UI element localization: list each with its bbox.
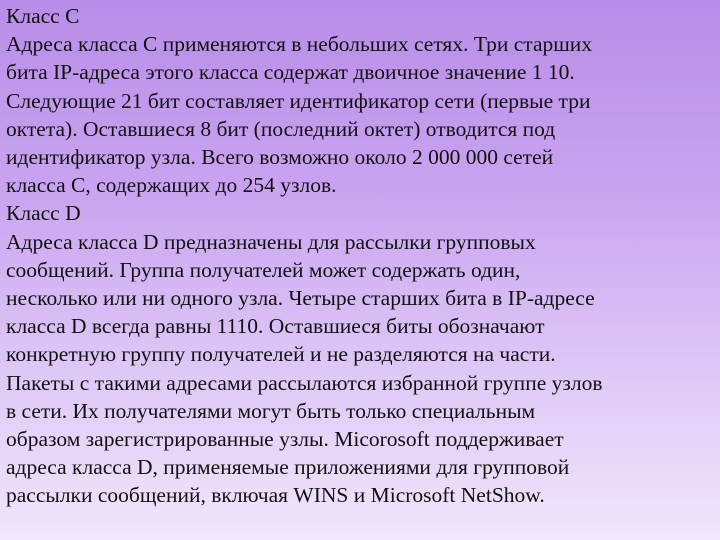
text-line: Адреса класса С применяются в небольших сетях. Три старших xyxy=(6,32,593,57)
text-line: Адреса класса D предназначены для рассылки групповых xyxy=(6,229,536,254)
heading-class-d: Класс D xyxy=(6,201,81,226)
text-line: класса D всегда равны 1110. Оставшиеся биты обозначают xyxy=(6,314,545,339)
text-line: класса С, содержащих до 254 узлов. xyxy=(6,173,337,198)
text-line: конкретную группу получателей и не разделяются на части. xyxy=(6,342,556,367)
text-line: сообщений. Группа получателей может содержать один, xyxy=(6,257,521,282)
text-line: несколько или ни одного узла. Четыре старших бита в IP-адресе xyxy=(6,286,595,311)
text-line: бита IP-адреса этого класса содержат двоичное значение 1 10. xyxy=(6,60,575,85)
text-line: Следующие 21 бит составляет идентификатор сети (первые три xyxy=(6,88,591,113)
text-line: адреса класса D, применяемые приложениями для групповой xyxy=(6,455,570,480)
heading-class-c: Класс С xyxy=(6,4,80,28)
text-line: октета). Оставшиеся 8 бит (последний октет) отводится под xyxy=(6,116,556,141)
text-line: в сети. Их получателями могут быть только специальным xyxy=(6,398,536,423)
text-line: рассылки сообщений, включая WINS и Microsoft NetShow. xyxy=(6,483,545,508)
slide-text-body xyxy=(6,2,714,510)
text-line: Пакеты с такими адресами рассылаются избранной группе узлов xyxy=(6,370,603,395)
text-line: образом зарегистрированные узлы. Micorosoft поддерживает xyxy=(6,427,564,452)
text-line: идентификатор узла. Всего возможно около 2 000 000 сетей xyxy=(6,145,554,170)
